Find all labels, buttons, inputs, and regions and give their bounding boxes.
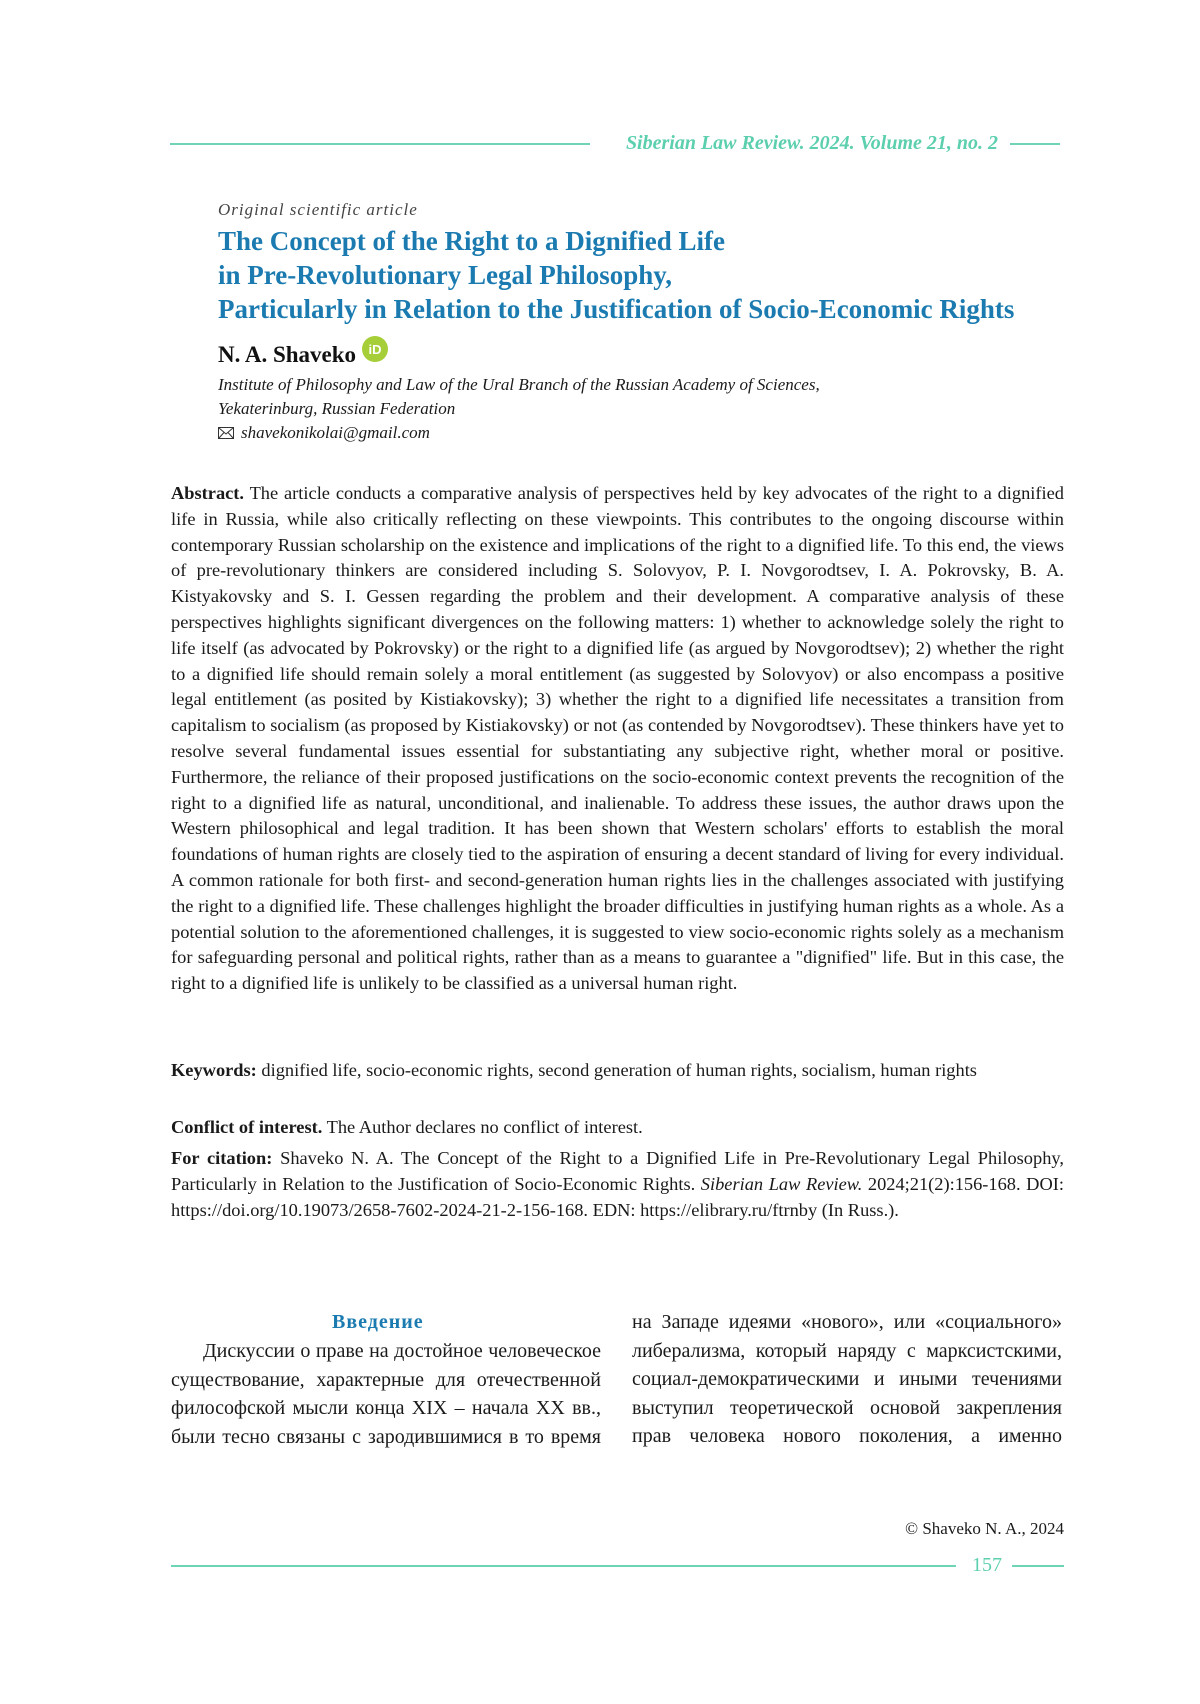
copyright: © Shaveko N. A., 2024	[905, 1519, 1064, 1539]
conflict-text: The Author declares no conflict of interest.	[327, 1117, 643, 1137]
footer-divider-left	[171, 1565, 956, 1567]
body-column-right: на Западе идеями «нового», или «социального» либерализма, который наряду с марксистскими, социал-демократическими и иными течениями выступил теоретической основой закрепления прав человека нового поколения, а именно	[632, 1308, 1062, 1451]
author-row	[218, 340, 388, 370]
affiliation-line: Yekaterinburg, Russian Federation	[218, 397, 820, 421]
orcid-icon[interactable]: iD	[362, 336, 388, 362]
journal-title: Siberian Law Review. 2024. Volume 21, no. 2	[626, 132, 998, 155]
article-title	[218, 224, 1078, 326]
citation	[171, 1146, 1064, 1223]
conflict-label: Conflict of interest.	[171, 1117, 322, 1137]
page-number: 157	[972, 1554, 1002, 1577]
citation-doi[interactable]: 2024;21(2):156-168. DOI: https://doi.org/10.19073/2658-7602-2024-21-2-156-168. EDN: https://elibrary.ru/ftrnby (In Russ.).	[171, 1174, 1064, 1220]
citation-label: For citation:	[171, 1148, 272, 1168]
page-footer	[171, 1554, 1064, 1578]
article-type: Original scientific article	[218, 200, 418, 220]
body-column-left: Дискуссии о праве на достойное человеческое существование, характерные для отечественной философской мысли конца XIX – начала XX вв., были тесно связаны с зародившимися в то время	[171, 1337, 601, 1451]
keywords	[171, 1058, 1064, 1084]
footer-divider-right	[1012, 1565, 1064, 1567]
keywords-label: Keywords:	[171, 1060, 257, 1080]
email-row	[218, 421, 820, 445]
header-divider-right	[1010, 143, 1060, 145]
abstract-label: Abstract.	[171, 483, 244, 503]
envelope-icon	[218, 427, 234, 439]
title-line: in Pre-Revolutionary Legal Philosophy,	[218, 258, 1078, 292]
citation-text: Shaveko N. A. The Concept of the Right to a Dignified Life in Pre-Revolutionary Legal Philosophy, Particularly in Relation to the Justification of Socio-Economic Rights.	[171, 1148, 1064, 1194]
header-divider-left	[170, 143, 590, 145]
author-name: N. A. Shaveko	[218, 342, 356, 368]
title-line: The Concept of the Right to a Dignified Life	[218, 224, 1078, 258]
abstract	[171, 481, 1064, 997]
affiliation	[218, 373, 820, 445]
citation-journal: Siberian Law Review.	[701, 1174, 863, 1194]
article-page	[0, 0, 1200, 1704]
author-email[interactable]: shavekonikolai@gmail.com	[241, 421, 430, 445]
section-heading: Введение	[332, 1311, 424, 1334]
conflict-of-interest	[171, 1115, 1064, 1141]
running-header	[170, 132, 1060, 156]
title-line: Particularly in Relation to the Justification of Socio-Economic Rights	[218, 292, 1078, 326]
keywords-text: dignified life, socio-economic rights, second generation of human rights, socialism, human rights	[261, 1060, 977, 1080]
affiliation-line: Institute of Philosophy and Law of the Ural Branch of the Russian Academy of Sciences,	[218, 373, 820, 397]
abstract-text: The article conducts a comparative analysis of perspectives held by key advocates of the right to a dignified life in Russia, while also critically reflecting on these viewpoints. This contributes to the ongoing discourse within contemporary Russian scholarship on the existence and implications of the right to a dignified life. To this end, the views of pre-revolutionary thinkers are considered including S. Solovyov, P. I. Novgorodtsev, I. A. Pokrovsky, B. A. Kistyakovsky and S. I. Gessen regarding the problem and their development. A comparative analysis of these perspectives highlights significant divergences on the following matters: 1) whether to acknowledge solely the right to life itself (as advocated by Pokrovsky) or the right to a dignified life (as argued by Novgorodtsev); 2) whether the right to a dignified life should remain solely a moral entitlement (as suggested by Solovyov) or also encompass a positive legal entitlement (as posited by Kistiakovsky); 3) whether the right to a dignified life necessitates a transition from capitalism to socialism (as proposed by Kistiakovsky) or not (as contended by Novgorodtsev). These thinkers have yet to resolve several fundamental issues essential for substantiating any subjective right, whether moral or positive. Furthermore, the reliance of their proposed justifications on the socio-economic context prevents the recognition of the right to a dignified life as natural, unconditional, and inalienable. To address these issues, the author draws upon the Western philosophical and legal tradition. It has been shown that Western scholars' efforts to establish the moral foundations of human rights are closely tied to the aspiration of ensuring a decent standard of living for every individual. A common rationale for both first- and second-generation human rights lies in the challenges associated with justifying the right to a dignified life. These challenges highlight the broader difficulties in justifying human rights as a whole. As a potential solution to the aforementioned challenges, it is suggested to view socio-economic rights solely as a mechanism for safeguarding personal and political rights, rather than as a means to guarantee a "dignified" life. But in this case, the right to a dignified life is unlikely to be classified as a universal human right.	[171, 483, 1064, 993]
